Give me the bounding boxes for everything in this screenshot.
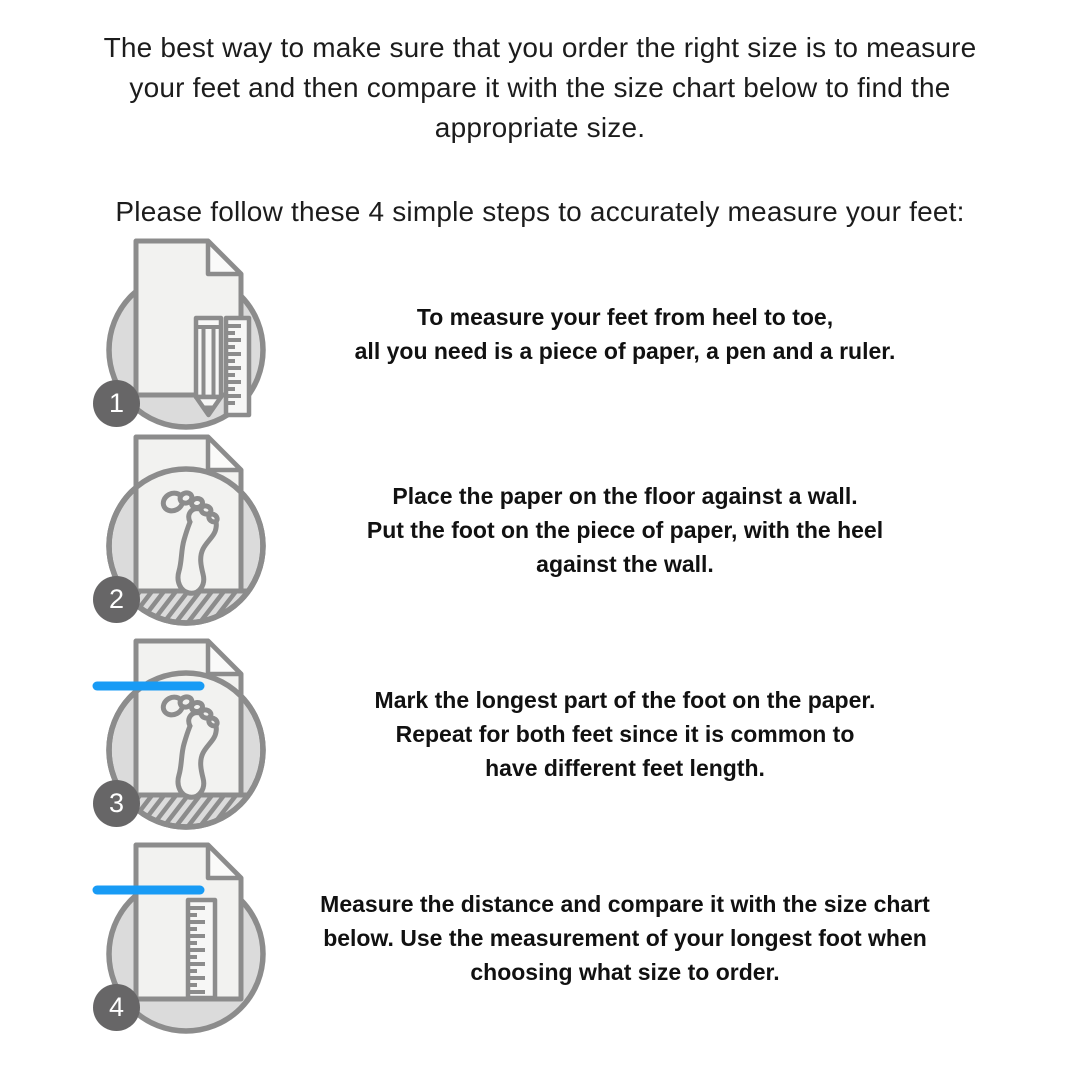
step-1-illustration	[86, 234, 286, 434]
step-2-text	[265, 430, 985, 630]
step-text-line: below. Use the measurement of your longest foot when	[323, 925, 927, 951]
ruler-icon	[188, 900, 215, 998]
step-text-line: have different feet length.	[485, 755, 765, 781]
intro-line: your feet and then compare it with the size chart below to find the	[129, 72, 951, 103]
step-4-illustration	[86, 838, 286, 1038]
step-number: 1	[108, 388, 125, 418]
steps-subtitle: Please follow these 4 simple steps to accurately measure your feet:	[115, 196, 965, 227]
step-text-line: To measure your feet from heel to toe,	[416, 304, 834, 330]
pencil-icon	[196, 318, 221, 415]
step-text-line: choosing what size to order.	[470, 959, 780, 985]
step-3-text	[265, 634, 985, 834]
step-text-line: Measure the distance and compare it with the size chart	[320, 891, 930, 917]
step-3-illustration	[86, 634, 286, 834]
intro-text	[0, 28, 1080, 148]
step-1-text	[265, 234, 985, 434]
step-number: 4	[108, 992, 125, 1022]
step-text-line: Put the foot on the piece of paper, with the heel	[366, 517, 884, 543]
step-text-line: against the wall.	[536, 551, 714, 577]
ruler-icon	[226, 318, 249, 415]
step-4-text	[265, 838, 985, 1038]
step-text-line: Mark the longest part of the foot on the paper.	[374, 687, 876, 713]
step-number: 2	[108, 584, 125, 614]
step-2-illustration	[86, 430, 286, 630]
step-number-badge	[93, 380, 140, 427]
step-text-line: Place the paper on the floor against a wall.	[392, 483, 858, 509]
step-number: 3	[108, 788, 125, 818]
intro-line: The best way to make sure that you order the right size is to measure	[103, 32, 977, 63]
step-4-row	[0, 838, 1080, 1038]
step-number-badge	[93, 576, 140, 623]
step-text-line: all you need is a piece of paper, a pen and a ruler.	[354, 338, 896, 364]
step-1-row	[0, 234, 1080, 434]
step-3-row	[0, 634, 1080, 834]
step-text-line: Repeat for both feet since it is common to	[395, 721, 855, 747]
step-2-row	[0, 430, 1080, 630]
step-number-badge	[93, 984, 140, 1031]
intro-line: appropriate size.	[434, 112, 646, 143]
step-number-badge	[93, 780, 140, 827]
